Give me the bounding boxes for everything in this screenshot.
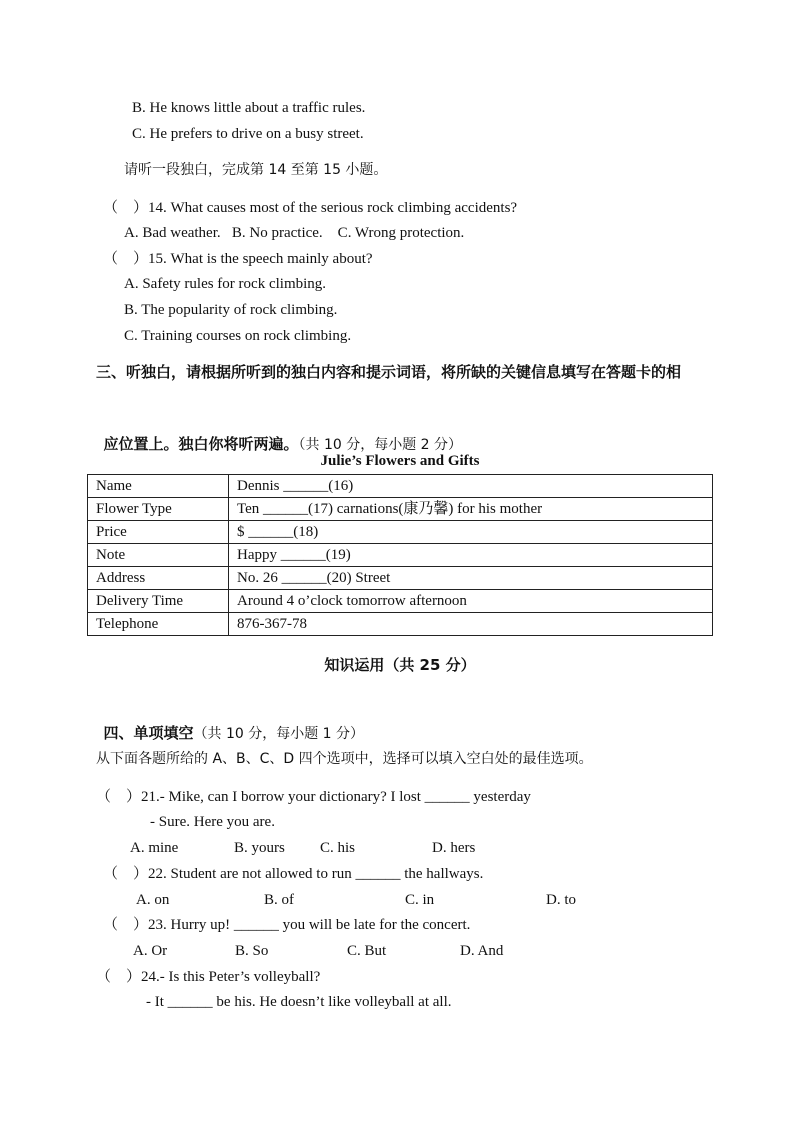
q22-stem: （ ）22. Student are not allowed to run ______ the hallways.: [103, 866, 484, 882]
q22-option-a: A. on: [136, 892, 170, 908]
q22-option-c: C. in: [405, 892, 435, 908]
section4-heading: [96, 703, 364, 744]
row-label: Flower Type: [88, 498, 229, 521]
section3-heading-points: （共 10 分，每小题 2 分）: [298, 437, 463, 453]
row-label: Delivery Time: [88, 590, 229, 613]
q13-option-c: C. He prefers to drive on a busy street.: [132, 126, 364, 142]
q14-options: A. Bad weather. B. No practice. C. Wrong protection.: [124, 225, 465, 241]
section4-heading-points: （共 10 分，每小题 1 分）: [193, 726, 365, 742]
section3-heading-bold: 应位置上。独白你将听两遍。: [103, 435, 299, 453]
section3-heading-line2: [96, 414, 462, 455]
section4-heading-bold: 四、单项填空: [103, 724, 194, 742]
monologue-instruction: 请听一段独白，完成第 14 至第 15 小题。: [124, 162, 388, 178]
section3-heading-line1: 三、听独白，请根据所听到的独白内容和提示词语，将所缺的关键信息填写在答题卡的相: [96, 363, 682, 381]
q21-option-a: A. mine: [130, 840, 179, 856]
q15-stem: （ ）15. What is the speech mainly about?: [103, 251, 373, 267]
row-label: Telephone: [88, 613, 229, 636]
q23-option-b: B. So: [235, 943, 269, 959]
row-value: Around 4 o’clock tomorrow afternoon: [229, 590, 713, 613]
q14-stem: （ ）14. What causes most of the serious rock climbing accidents?: [103, 200, 518, 216]
row-value: $ ______(18): [229, 521, 713, 544]
row-label: Address: [88, 567, 229, 590]
table-row: [88, 613, 713, 636]
row-label: Name: [88, 475, 229, 498]
q13-option-b: B. He knows little about a traffic rules.: [132, 100, 366, 116]
table-title: Julie’s Flowers and Gifts: [320, 453, 480, 469]
q23-stem: （ ）23. Hurry up! ______ you will be late for the concert.: [103, 917, 471, 933]
table-row: [88, 498, 713, 521]
table-row: [88, 590, 713, 613]
q21-option-b: B. yours: [234, 840, 285, 856]
knowledge-title: 知识运用（共 25 分）: [324, 656, 476, 674]
row-value: Ten ______(17) carnations(康乃馨) for his mother: [229, 498, 713, 521]
q23-option-d: D. And: [460, 943, 504, 959]
row-value: Happy ______(19): [229, 544, 713, 567]
q23-option-a: A. Or: [133, 943, 168, 959]
row-value: 876-367-78: [229, 613, 713, 636]
q24-stem: （ ）24.- Is this Peter’s volleyball?: [96, 969, 321, 985]
row-label: Note: [88, 544, 229, 567]
row-value: No. 26 ______(20) Street: [229, 567, 713, 590]
q24-reply: - It ______ be his. He doesn’t like volleyball at all.: [146, 994, 452, 1010]
flower-order-table: [87, 474, 713, 636]
table-row: [88, 544, 713, 567]
table-row: [88, 521, 713, 544]
q15-option-a: A. Safety rules for rock climbing.: [124, 276, 327, 292]
q21-reply: - Sure. Here you are.: [150, 814, 275, 830]
row-value: Dennis ______(16): [229, 475, 713, 498]
q21-option-d: D. hers: [432, 840, 476, 856]
q21-stem: （ ）21.- Mike, can I borrow your dictionary? I lost ______ yesterday: [96, 789, 531, 805]
section4-instruction: 从下面各题所给的 A、B、C、D 四个选项中，选择可以填入空白处的最佳选项。: [96, 751, 593, 767]
q15-option-b: B. The popularity of rock climbing.: [124, 302, 338, 318]
table-row: [88, 567, 713, 590]
table-row: [88, 475, 713, 498]
q23-option-c: C. But: [347, 943, 387, 959]
q22-option-d: D. to: [546, 892, 576, 908]
q15-option-c: C. Training courses on rock climbing.: [124, 328, 352, 344]
row-label: Price: [88, 521, 229, 544]
q21-option-c: C. his: [320, 840, 356, 856]
q22-option-b: B. of: [264, 892, 294, 908]
